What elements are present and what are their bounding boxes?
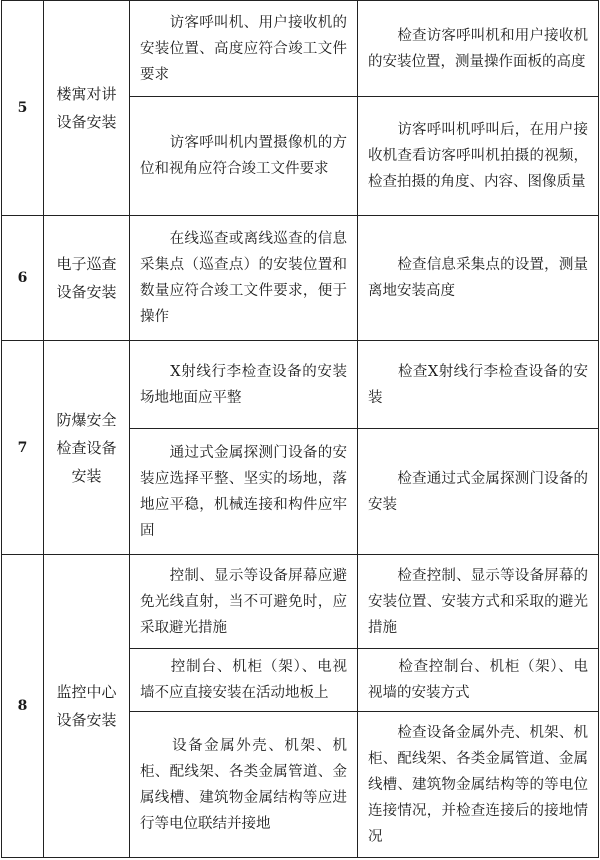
check-method-cell: 检查设备金属外壳、机架、机柜、配线架、各类金属管道、金属线槽、建筑物金属结构等的等电位连接情况，并检查连接后的接地情况 <box>358 712 599 858</box>
row-number: 7 <box>2 341 44 555</box>
row-number: 5 <box>2 1 44 216</box>
table-row <box>2 216 599 341</box>
requirement-cell: 访客呼叫机、用户接收机的安装位置、高度应符合竣工文件要求 <box>130 1 358 97</box>
check-method-cell: 访客呼叫机呼叫后，在用户接收机查看访客呼叫机拍摄的视频，检查拍摄的角度、内容、图像质量 <box>358 97 599 216</box>
table-row <box>2 555 599 649</box>
inspection-table <box>1 0 599 858</box>
check-method-cell: 检查访客呼叫机和用户接收机的安装位置，测量操作面板的高度 <box>358 1 599 97</box>
check-method-cell: 检查X射线行李检查设备的安装 <box>358 341 599 429</box>
item-name: 楼寓对讲设备安装 <box>44 1 130 216</box>
requirement-cell: 访客呼叫机内置摄像机的方位和视角应符合竣工文件要求 <box>130 97 358 216</box>
requirement-cell: 设备金属外壳、机架、机柜、配线架、各类金属管道、金属线槽、建筑物金属结构等应进行等电位联结并接地 <box>130 712 358 858</box>
table-row <box>2 341 599 429</box>
requirement-cell: X射线行李检查设备的安装场地地面应平整 <box>130 341 358 429</box>
item-name: 防爆安全检查设备安装 <box>44 341 130 555</box>
check-method-cell: 检查通过式金属探测门设备的安装 <box>358 429 599 555</box>
row-number: 8 <box>2 555 44 858</box>
table-row <box>2 1 599 97</box>
requirement-cell: 控制台、机柜（架）、电视墙不应直接安装在活动地板上 <box>130 649 358 712</box>
check-method-cell: 检查信息采集点的设置，测量离地安装高度 <box>358 216 599 341</box>
item-name: 监控中心设备安装 <box>44 555 130 858</box>
requirement-cell: 控制、显示等设备屏幕应避免光线直射，当不可避免时，应采取避光措施 <box>130 555 358 649</box>
requirement-cell: 在线巡查或离线巡查的信息采集点（巡查点）的安装位置和数量应符合竣工文件要求，便于操作 <box>130 216 358 341</box>
row-number: 6 <box>2 216 44 341</box>
requirement-cell: 通过式金属探测门设备的安装应选择平整、坚实的场地，落地应平稳，机械连接和构件应牢固 <box>130 429 358 555</box>
item-name: 电子巡查设备安装 <box>44 216 130 341</box>
check-method-cell: 检查控制、显示等设备屏幕的安装位置、安装方式和采取的避光措施 <box>358 555 599 649</box>
check-method-cell: 检查控制台、机柜（架）、电视墙的安装方式 <box>358 649 599 712</box>
